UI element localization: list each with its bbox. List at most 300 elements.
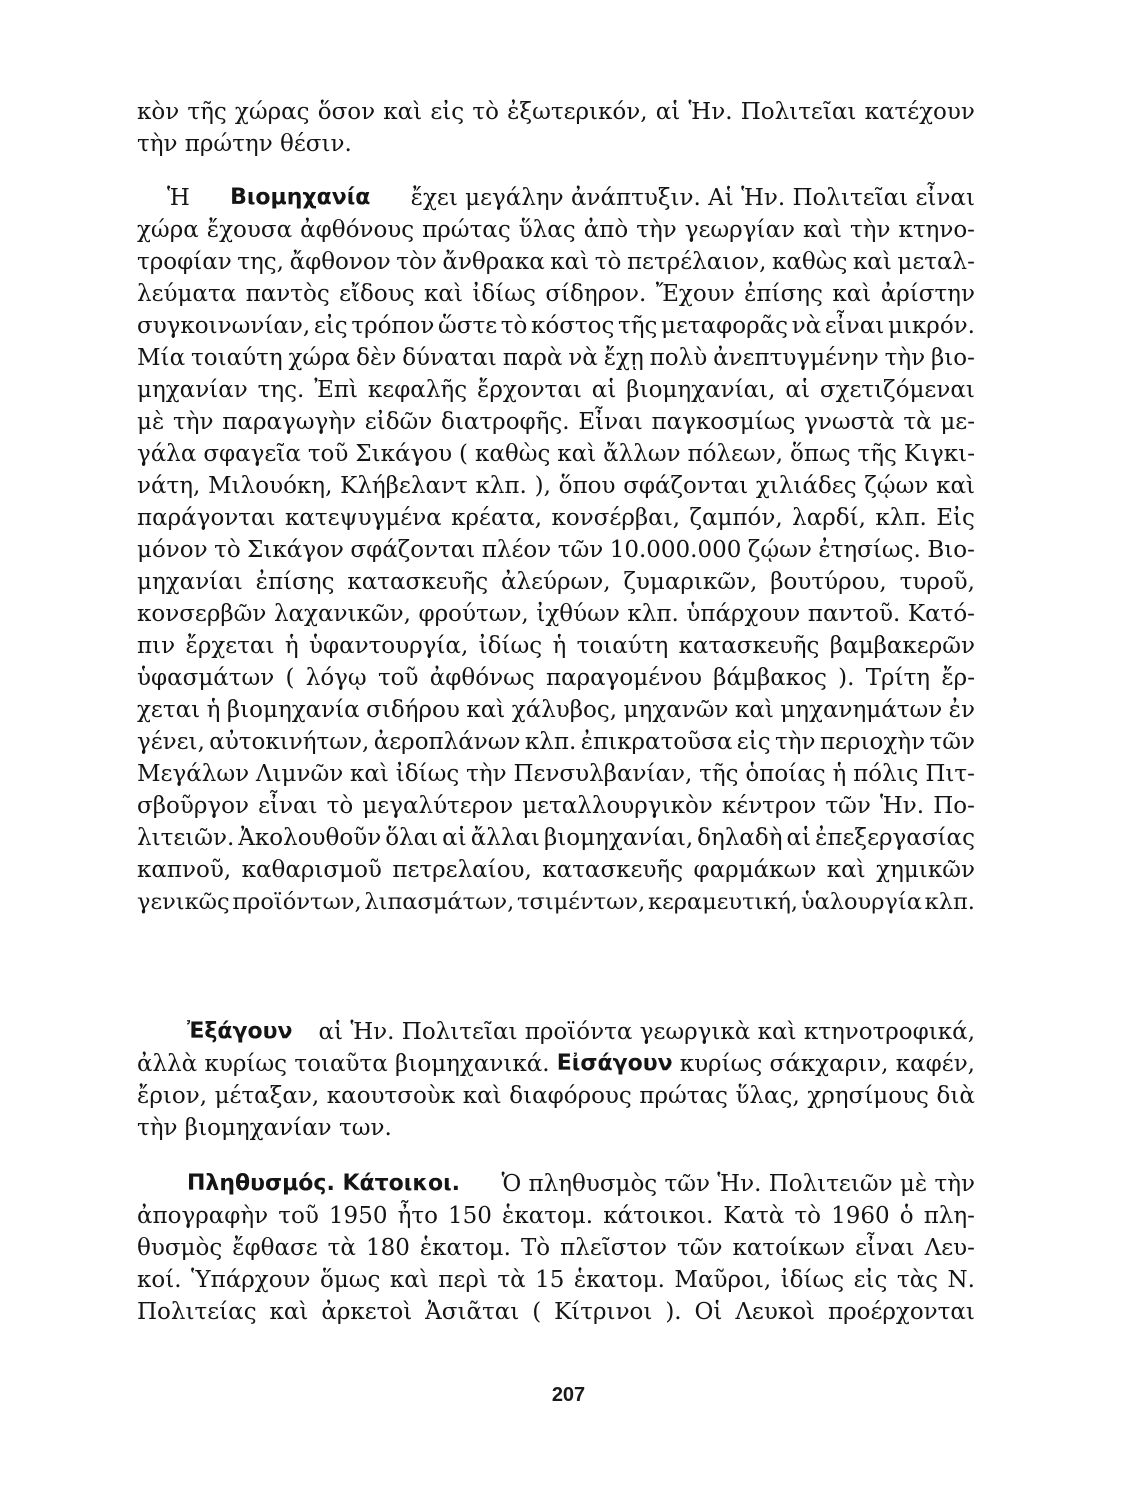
word: πόλεων, bbox=[687, 441, 784, 467]
text-line bbox=[137, 790, 975, 822]
word: Σικάγου bbox=[355, 441, 453, 467]
word: εἰς bbox=[853, 1267, 888, 1293]
word: παγκοσμίως bbox=[651, 409, 796, 435]
text-line bbox=[137, 534, 975, 566]
word: ἑκατομ. bbox=[502, 1203, 594, 1229]
word: τῆς bbox=[187, 99, 227, 125]
word: ἔρ- bbox=[941, 665, 975, 691]
word: χώρας bbox=[234, 99, 310, 125]
text-line bbox=[137, 374, 975, 406]
word: βιομηχανίαι, bbox=[543, 825, 694, 851]
word: σχετιζόμεναι bbox=[819, 377, 975, 403]
word: μεταλ- bbox=[897, 249, 975, 275]
word: κλπ. bbox=[875, 505, 927, 531]
word: Εἶναι bbox=[578, 409, 643, 435]
word: 180 bbox=[365, 1235, 410, 1261]
word: ὑπάρχουν bbox=[686, 601, 801, 627]
keyword-export: Ἐξάγουν bbox=[187, 1019, 293, 1044]
text-line bbox=[137, 630, 975, 662]
page-number: 207 bbox=[551, 1384, 586, 1406]
word: κατασκευῆς bbox=[542, 857, 684, 883]
text-span: κυρίως σάκχαριν, καφέν, bbox=[679, 1051, 975, 1077]
word: προϊόντων, bbox=[232, 889, 362, 915]
word: Ἔχουν bbox=[655, 281, 735, 307]
word: παντὸς bbox=[245, 281, 330, 307]
text-line bbox=[137, 758, 975, 790]
text-line bbox=[137, 822, 975, 854]
text-line: τὴν βιομηχανίαν των. bbox=[137, 1115, 392, 1141]
word: μόνον bbox=[137, 537, 208, 563]
word: εἰς bbox=[736, 729, 771, 755]
word: εἶναι bbox=[258, 793, 318, 819]
text-line bbox=[137, 246, 975, 278]
word: χώρα bbox=[137, 217, 199, 243]
word: Τὸ bbox=[520, 1235, 551, 1261]
word: κεφαλῆς bbox=[367, 377, 468, 403]
word: βάμβακος bbox=[713, 665, 827, 691]
word: τοιαύτη bbox=[576, 633, 669, 659]
word: καὶ bbox=[832, 281, 872, 307]
word: χρησίμους bbox=[807, 1083, 929, 1109]
word: Ἐπὶ bbox=[314, 377, 358, 403]
word: τὴν bbox=[775, 729, 816, 755]
word: φαρμάκων bbox=[693, 857, 817, 883]
word: καὶ bbox=[802, 217, 842, 243]
word: κατασκευῆς bbox=[678, 633, 820, 659]
word: Λευ- bbox=[924, 1235, 975, 1261]
word: τοῦ bbox=[307, 441, 349, 467]
word: τὸν bbox=[396, 249, 437, 275]
word: τὸ bbox=[594, 249, 622, 275]
word: λαχανικῶν, bbox=[273, 601, 411, 627]
word: τὸ bbox=[326, 793, 354, 819]
word: πολὺ bbox=[649, 345, 708, 371]
word: ὁποίας bbox=[745, 761, 826, 787]
word: αὐτοκινήτων, bbox=[209, 729, 370, 755]
word: ὑφασμάτων bbox=[137, 665, 275, 691]
word: φρούτων, bbox=[418, 601, 529, 627]
text-line bbox=[187, 1016, 975, 1048]
word: τὸ bbox=[500, 313, 528, 339]
word: γάλα bbox=[137, 441, 197, 467]
word: πλεῖστον bbox=[560, 1235, 668, 1261]
word: θυσμὸς bbox=[137, 1235, 223, 1261]
word: λεύματα bbox=[137, 281, 237, 307]
word: ἀνεπτυγμένην bbox=[713, 345, 879, 371]
word: καὶ bbox=[550, 249, 590, 275]
word: ἄνθρακα bbox=[442, 249, 545, 275]
word: ἀεροπλάνων bbox=[373, 729, 521, 755]
word: ἔριον, bbox=[137, 1083, 208, 1109]
word: ὕλας, bbox=[735, 1083, 800, 1109]
word: παραγομένου bbox=[545, 665, 702, 691]
word: λιτειῶν. bbox=[137, 825, 235, 851]
word: τὴν bbox=[636, 217, 677, 243]
text-line bbox=[137, 342, 975, 374]
word: πρώτας bbox=[639, 1083, 728, 1109]
text-line bbox=[137, 886, 975, 918]
word: ἑκατομ. bbox=[419, 1235, 511, 1261]
word: ἀπὸ bbox=[583, 217, 629, 243]
word: περιοχὴν bbox=[819, 729, 926, 755]
word: δηλαδὴ bbox=[697, 825, 783, 851]
word: ἐπεξεργασίας bbox=[815, 825, 975, 851]
word: νὰ bbox=[568, 345, 598, 371]
word: Ν. bbox=[947, 1267, 975, 1293]
word: αἱ bbox=[442, 825, 467, 851]
word: πετρέλαιον, bbox=[626, 249, 767, 275]
word: τῆς bbox=[699, 761, 739, 787]
word: λιπασμάτων, bbox=[364, 889, 515, 915]
text-line bbox=[137, 1048, 975, 1080]
text-line bbox=[137, 470, 975, 502]
word: ὥστε bbox=[438, 313, 498, 339]
word: ἐπίσης bbox=[744, 281, 823, 307]
word: Κατό- bbox=[907, 601, 975, 627]
word: τροφίαν bbox=[137, 249, 232, 275]
word: τῶν bbox=[677, 1235, 723, 1261]
word: διατροφῆς. bbox=[441, 409, 570, 435]
word: καὶ bbox=[734, 697, 774, 723]
word: ἰδίως bbox=[478, 633, 543, 659]
word: ἐπικρατοῦσα bbox=[580, 729, 733, 755]
word: Λευκοὶ bbox=[735, 1299, 816, 1325]
word: τῆς bbox=[857, 441, 897, 467]
word: κονσερβῶν bbox=[137, 601, 267, 627]
text-span: Ὁ πληθυσμὸς τῶν Ἡν. Πολιτειῶν μὲ τὴν bbox=[501, 1171, 975, 1197]
word: αἱ bbox=[591, 377, 617, 403]
text-span: Ἡ bbox=[167, 185, 190, 211]
word: ἰδίως bbox=[395, 761, 460, 787]
word: ὅσον bbox=[317, 99, 376, 125]
word: παρὰ bbox=[502, 345, 563, 371]
word: κατέχουν bbox=[864, 99, 975, 125]
word: ἦτο bbox=[397, 1203, 438, 1229]
word: τὰ bbox=[497, 1267, 526, 1293]
word: χεται bbox=[137, 697, 201, 723]
word: πόλις bbox=[853, 761, 919, 787]
word: σφάζονται bbox=[623, 473, 749, 499]
word: ἄλλαι bbox=[470, 825, 540, 851]
word: νάτη, bbox=[137, 473, 201, 499]
word: εἰδῶν bbox=[364, 409, 433, 435]
word: εἴδους bbox=[339, 281, 415, 307]
word: καὶ bbox=[269, 1299, 309, 1325]
text-line bbox=[137, 1232, 975, 1264]
word: Μαῦροι, bbox=[674, 1267, 772, 1293]
word: ἰδίως bbox=[780, 1267, 845, 1293]
word: ἐτησίως. bbox=[818, 537, 921, 563]
word: ὑφαντουργία, bbox=[308, 633, 469, 659]
word: ). bbox=[838, 665, 855, 691]
keyword-population: Πληθυσμός. Κάτοικοι. bbox=[187, 1171, 461, 1196]
word: ἡ bbox=[284, 633, 299, 659]
word: σιδήρου bbox=[366, 697, 460, 723]
word: μικρόν. bbox=[887, 313, 975, 339]
word: ἀρκετοὶ bbox=[321, 1299, 413, 1325]
word: ὑαλουργία bbox=[800, 889, 922, 915]
text-line bbox=[167, 182, 975, 214]
word: Πιτ- bbox=[925, 761, 975, 787]
word: ὅλαι bbox=[385, 825, 439, 851]
word: τοῦ bbox=[377, 665, 419, 691]
word: Μεγάλων bbox=[137, 761, 250, 787]
word: τσιμέντων, bbox=[517, 889, 646, 915]
word: Μία bbox=[137, 345, 186, 371]
word: ἡ bbox=[832, 761, 847, 787]
text-span: ἔχει μεγάλην ἀνάπτυξιν. Αἱ Ἡν. Πολιτεῖαι εἶναι bbox=[410, 185, 975, 211]
word: ἀρίστην bbox=[880, 281, 975, 307]
word: 1960 bbox=[831, 1203, 890, 1229]
word: τοῦ bbox=[278, 1203, 319, 1229]
word: κεραμευτική, bbox=[648, 889, 799, 915]
word: ( bbox=[459, 441, 469, 467]
word: ἐξωτερικόν, bbox=[507, 99, 648, 125]
word: καουτσοὺκ bbox=[326, 1083, 456, 1109]
word: βαμβακερῶν bbox=[829, 633, 975, 659]
word: ἀφθόνως bbox=[429, 665, 535, 691]
word: κοί. bbox=[137, 1267, 182, 1293]
word: τὴν bbox=[884, 345, 926, 371]
word: πιν bbox=[137, 633, 176, 659]
word: πετρελαίου, bbox=[392, 857, 532, 883]
word: ἄλλων bbox=[603, 441, 681, 467]
word: σφαγεῖα bbox=[203, 441, 301, 467]
text-line bbox=[137, 214, 975, 246]
word: τῶν bbox=[929, 729, 975, 755]
word: γεωργίαν bbox=[684, 217, 795, 243]
word: Κατὰ bbox=[723, 1203, 785, 1229]
word: εἶναι bbox=[855, 1235, 915, 1261]
text-span: ἀλλὰ κυρίως τοιαῦτα βιομηχανικά. bbox=[137, 1051, 550, 1077]
word: καὶ bbox=[350, 761, 389, 787]
word: ζυμαρικῶν, bbox=[623, 569, 758, 595]
word: ὕλας bbox=[518, 217, 576, 243]
word: εἶναι bbox=[824, 313, 885, 339]
word: κλπ. bbox=[524, 729, 577, 755]
word: δὲν bbox=[356, 345, 397, 371]
word: καὶ bbox=[424, 281, 463, 307]
word: με- bbox=[940, 409, 975, 435]
word: μηχανημάτων bbox=[780, 697, 943, 723]
word: 150 bbox=[448, 1203, 492, 1229]
word: καὶ bbox=[557, 441, 597, 467]
word: γενικῶς bbox=[137, 889, 230, 915]
word: ἔρχονται bbox=[476, 377, 582, 403]
word: μεταλλουργικὸν bbox=[522, 793, 713, 819]
word: βουτύρου, bbox=[770, 569, 887, 595]
word: Ἡν. bbox=[688, 99, 733, 125]
word: τὸ bbox=[472, 99, 499, 125]
word: γένει, bbox=[137, 729, 205, 755]
text-line bbox=[137, 1200, 975, 1232]
word: ἄφθονον bbox=[289, 249, 391, 275]
word: κρέατα, bbox=[451, 505, 543, 531]
word: αἱ bbox=[655, 99, 681, 125]
word: καὶ bbox=[383, 99, 423, 125]
word: τὰ bbox=[903, 409, 932, 435]
word: κὸν bbox=[137, 99, 180, 125]
word: ( bbox=[532, 1299, 542, 1325]
word: Πολιτείας bbox=[137, 1299, 257, 1325]
word: Κίτρινοι bbox=[554, 1299, 653, 1325]
word: παράγονται bbox=[137, 505, 276, 531]
word: εἰς bbox=[430, 99, 465, 125]
word: τὸ bbox=[214, 537, 241, 563]
word: ἔχουσα bbox=[206, 217, 293, 243]
text-line bbox=[137, 1264, 975, 1296]
word: χώρα bbox=[288, 345, 351, 371]
word: χάλυβος, bbox=[511, 697, 618, 723]
word: βιομηχανίαι, bbox=[626, 377, 776, 403]
word: καὶ bbox=[936, 473, 975, 499]
word: καπνοῦ, bbox=[137, 857, 232, 883]
word: κονσέρβαι, bbox=[551, 505, 681, 531]
word: κέντρον bbox=[721, 793, 817, 819]
word: τὴν bbox=[466, 761, 507, 787]
word: καὶ bbox=[466, 697, 506, 723]
word: τὴν bbox=[173, 409, 214, 435]
word: Σικάγον bbox=[247, 537, 344, 563]
word: σφάζονται bbox=[350, 537, 476, 563]
word: Εἰς bbox=[936, 505, 975, 531]
word: καθὼς bbox=[771, 249, 848, 275]
keyword-import: Εἰσάγουν bbox=[556, 1051, 673, 1076]
word: λόγῳ bbox=[305, 665, 367, 691]
word: χημικῶν bbox=[876, 857, 975, 883]
text-line bbox=[137, 662, 975, 694]
word: σίδηρον. bbox=[545, 281, 647, 307]
word: βιομηχανία bbox=[226, 697, 360, 723]
word: ὅπου bbox=[558, 473, 616, 499]
word: ἡ bbox=[552, 633, 567, 659]
word: κλπ. bbox=[924, 889, 975, 915]
word: ), bbox=[534, 473, 551, 499]
text-line bbox=[137, 566, 975, 598]
text-line bbox=[187, 1168, 975, 1200]
word: τὰ bbox=[327, 1235, 356, 1261]
word: Πενσυλβανίαν, bbox=[513, 761, 693, 787]
word: κλπ. bbox=[627, 601, 679, 627]
word: χιλιάδες bbox=[755, 473, 857, 499]
text-line bbox=[137, 1296, 975, 1328]
word: Κιγκι- bbox=[903, 441, 975, 467]
word: καθὼς bbox=[474, 441, 551, 467]
word: κάτοικοι. bbox=[603, 1203, 714, 1229]
word: κατεψυγμένα bbox=[285, 505, 442, 531]
word: ὅπως bbox=[789, 441, 851, 467]
word: ζαμπόν, bbox=[689, 505, 783, 531]
text-line bbox=[137, 598, 975, 630]
text-line bbox=[137, 406, 975, 438]
text-line bbox=[137, 694, 975, 726]
word: τῶν bbox=[825, 793, 871, 819]
word: τῶν bbox=[557, 537, 604, 563]
word: Πολιτεῖαι bbox=[740, 99, 857, 125]
word: τὰς bbox=[896, 1267, 939, 1293]
word: σβοῦργον bbox=[137, 793, 249, 819]
word: ἐπίσης bbox=[255, 569, 335, 595]
word: Ἀκολουθοῦν bbox=[238, 825, 382, 851]
word: Βιο- bbox=[927, 537, 975, 563]
text-line bbox=[137, 278, 975, 310]
word: μεγαλύτερον bbox=[362, 793, 514, 819]
word: παντοῦ. bbox=[807, 601, 901, 627]
word: εἰς bbox=[313, 313, 348, 339]
word: ἔφθασε bbox=[232, 1235, 318, 1261]
text-line bbox=[137, 502, 975, 534]
word: ἰδίως bbox=[472, 281, 536, 307]
text-line bbox=[137, 1080, 975, 1112]
word: ἔρχεται bbox=[185, 633, 275, 659]
word: τοιαύτη bbox=[191, 345, 283, 371]
word: λαρδί, bbox=[792, 505, 866, 531]
word: τῆς bbox=[618, 313, 658, 339]
word: ζῴων bbox=[864, 473, 929, 499]
word: Πο- bbox=[933, 793, 975, 819]
word: κτηνο- bbox=[898, 217, 975, 243]
word: Τρίτη bbox=[865, 665, 931, 691]
word: Ἡν. bbox=[879, 793, 925, 819]
word: διαφόρους bbox=[509, 1083, 632, 1109]
word: κατοίκων bbox=[732, 1235, 846, 1261]
word: ἔχῃ bbox=[603, 345, 644, 371]
word: της. bbox=[257, 377, 305, 403]
word: Λιμνῶν bbox=[255, 761, 344, 787]
word: νὰ bbox=[791, 313, 822, 339]
word: κόστος bbox=[531, 313, 615, 339]
word: της, bbox=[237, 249, 284, 275]
word: ζῴων bbox=[747, 537, 812, 563]
word: βιο- bbox=[930, 345, 975, 371]
word: ἀλεύρων, bbox=[501, 569, 611, 595]
word: Μιλουόκη, bbox=[208, 473, 333, 499]
word: Οἱ bbox=[694, 1299, 723, 1325]
word: ἑκατομ. bbox=[573, 1267, 665, 1293]
text-line bbox=[137, 854, 975, 886]
word: μέταξαν, bbox=[214, 1083, 320, 1109]
word: ἀπογραφὴν bbox=[137, 1203, 269, 1229]
text-span: αἱ Ἡν. Πολιτεῖαι προϊόντα γεωργικὰ καὶ κτηνοτροφικά, bbox=[318, 1019, 975, 1045]
word: διὰ bbox=[936, 1083, 975, 1109]
word: Ὑπάρχουν bbox=[191, 1267, 311, 1293]
word: καὶ bbox=[826, 857, 866, 883]
word: καὶ bbox=[389, 1267, 429, 1293]
word: τυροῦ, bbox=[899, 569, 975, 595]
word: μηχανίαι bbox=[137, 569, 243, 595]
word: κλπ. bbox=[475, 473, 527, 499]
word: ὅμως bbox=[319, 1267, 381, 1293]
text-line bbox=[137, 726, 975, 758]
word: ( bbox=[285, 665, 295, 691]
word: κατασκευῆς bbox=[347, 569, 489, 595]
word: καθαρισμοῦ bbox=[241, 857, 382, 883]
word: τὴν bbox=[849, 217, 891, 243]
text-line bbox=[137, 310, 975, 342]
word: τρόπον bbox=[351, 313, 435, 339]
word: μηχανῶν bbox=[623, 697, 729, 723]
text-line: τὴν πρώτην θέσιν. bbox=[137, 131, 352, 157]
word: 1950 bbox=[328, 1203, 388, 1229]
word: μεταφορᾶς bbox=[661, 313, 789, 339]
word: γνωστὰ bbox=[804, 409, 895, 435]
word: ὁ bbox=[899, 1203, 914, 1229]
keyword-industry: Βιομηχανία bbox=[230, 185, 371, 210]
word: πρώτας bbox=[422, 217, 511, 243]
word: 10.000.000 bbox=[609, 537, 742, 563]
text-line bbox=[137, 438, 975, 470]
word: μηχανίαν bbox=[137, 377, 248, 403]
